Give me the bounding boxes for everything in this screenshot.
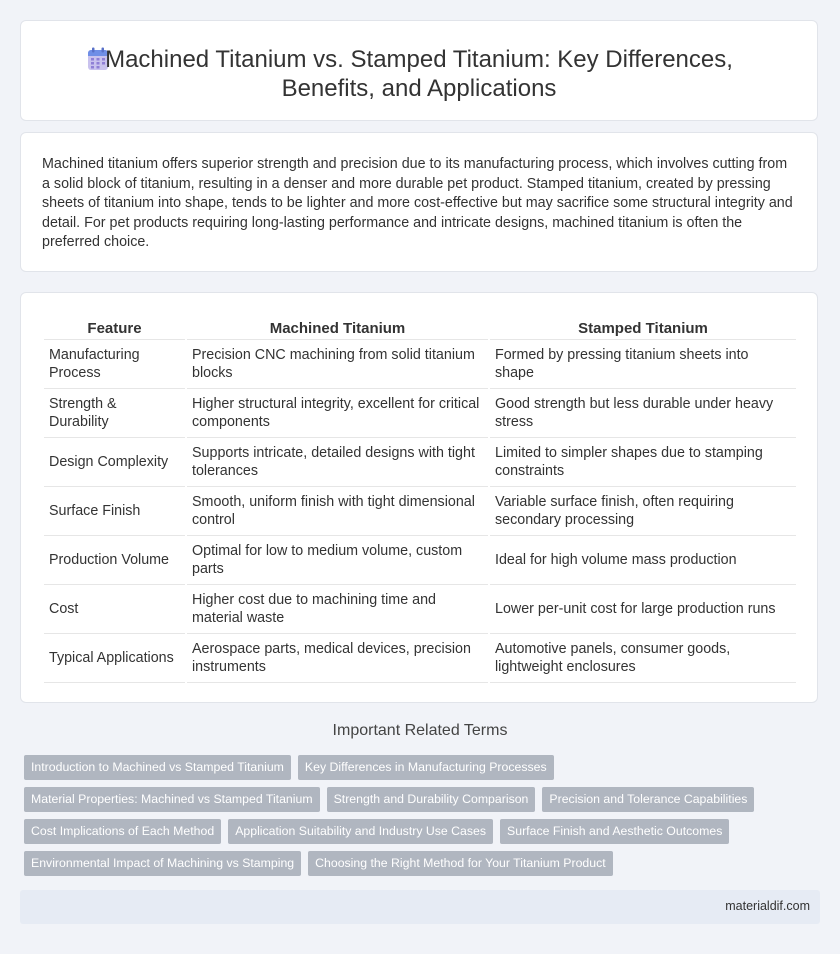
table-cell: Production Volume — [44, 536, 185, 585]
tag-row — [24, 851, 804, 876]
related-terms-title: Important Related Terms — [332, 722, 508, 739]
intro-card — [20, 132, 818, 272]
table-cell: Limited to simpler shapes due to stamping constraints — [490, 438, 796, 487]
table-row — [44, 438, 796, 487]
table-cell: Aerospace parts, medical devices, precision instruments — [187, 634, 488, 683]
header-machined: Machined Titanium — [187, 315, 488, 340]
header-stamped: Stamped Titanium — [490, 315, 796, 340]
table-cell: Surface Finish — [44, 487, 185, 536]
related-term-tag[interactable]: Cost Implications of Each Method — [24, 819, 221, 844]
comparison-table-card — [20, 292, 818, 703]
table-cell: Strength & Durability — [44, 389, 185, 438]
intro-paragraph: Machined titanium offers superior strength and precision due to its manufacturing process, which involves cutting from a solid block of titanium, resulting in a denser and more durable pet product. Stamped titanium, created by pressing sheets of titanium into shape, tends to be lighter and more cost-effective but may sacrifice some structural integrity and detail. For pet products requiring long-lasting performance and intricate designs, machined titanium is often the preferred choice. — [42, 156, 793, 251]
tag-row — [24, 787, 804, 812]
table-cell: Higher cost due to machining time and material waste — [187, 585, 488, 634]
table-row — [44, 487, 796, 536]
comparison-table — [42, 315, 798, 683]
tag-row — [24, 819, 804, 844]
table-cell: Good strength but less durable under heavy stress — [490, 389, 796, 438]
table-cell: Optimal for low to medium volume, custom parts — [187, 536, 488, 585]
related-term-tag[interactable]: Choosing the Right Method for Your Titanium Product — [308, 851, 613, 876]
related-term-tag[interactable]: Environmental Impact of Machining vs Stamping — [24, 851, 301, 876]
header-card — [20, 20, 818, 121]
related-term-tag[interactable]: Surface Finish and Aesthetic Outcomes — [500, 819, 729, 844]
table-cell: Design Complexity — [44, 438, 185, 487]
table-cell: Higher structural integrity, excellent for critical components — [187, 389, 488, 438]
table-cell: Lower per-unit cost for large production runs — [490, 585, 796, 634]
footer — [20, 890, 820, 924]
page-title: Machined Titanium vs. Stamped Titanium: Key Differences, Benefits, and Applications — [105, 46, 733, 102]
table-cell: Manufacturing Process — [44, 340, 185, 389]
table-header-row — [44, 315, 796, 340]
table-row — [44, 389, 796, 438]
table-cell: Supports intricate, detailed designs with tight tolerances — [187, 438, 488, 487]
table-cell: Typical Applications — [44, 634, 185, 683]
related-term-tag[interactable]: Strength and Durability Comparison — [327, 787, 536, 812]
related-term-tag[interactable]: Precision and Tolerance Capabilities — [542, 787, 754, 812]
table-cell: Cost — [44, 585, 185, 634]
table-cell: Formed by pressing titanium sheets into shape — [490, 340, 796, 389]
table-row — [44, 536, 796, 585]
related-term-tag[interactable]: Key Differences in Manufacturing Processes — [298, 755, 554, 780]
table-cell: Smooth, uniform finish with tight dimensional control — [187, 487, 488, 536]
header-feature: Feature — [44, 315, 185, 340]
related-term-tag[interactable]: Introduction to Machined vs Stamped Titanium — [24, 755, 291, 780]
footer-site-link[interactable]: materialdif.com — [725, 899, 810, 913]
related-term-tag[interactable]: Material Properties: Machined vs Stamped Titanium — [24, 787, 320, 812]
table-row — [44, 340, 796, 389]
table-cell: Automotive panels, consumer goods, lightweight enclosures — [490, 634, 796, 683]
table-row — [44, 634, 796, 683]
related-term-tag[interactable]: Application Suitability and Industry Use Cases — [228, 819, 493, 844]
table-row — [44, 585, 796, 634]
table-cell: Precision CNC machining from solid titanium blocks — [187, 340, 488, 389]
table-cell: Ideal for high volume mass production — [490, 536, 796, 585]
related-terms-list — [24, 755, 804, 883]
table-cell: Variable surface finish, often requiring secondary processing — [490, 487, 796, 536]
tag-row — [24, 755, 804, 780]
